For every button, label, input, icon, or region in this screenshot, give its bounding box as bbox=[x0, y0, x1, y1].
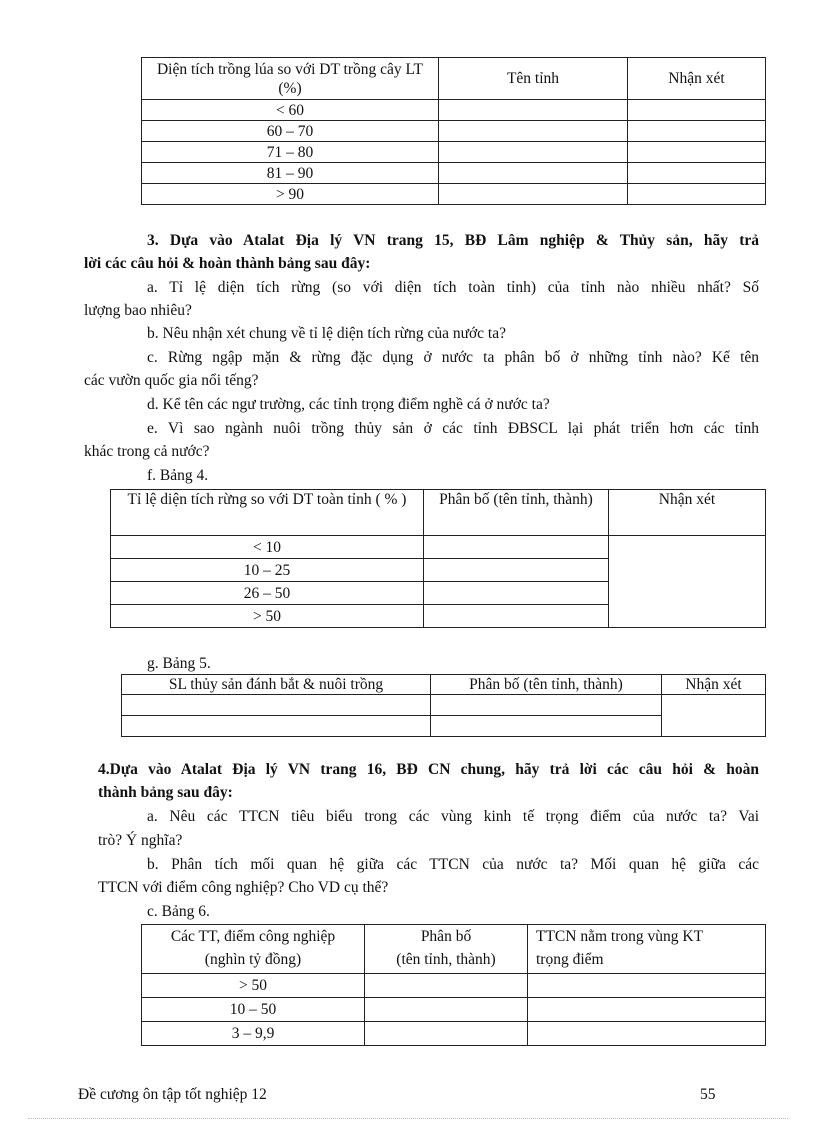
table1-header-comment: Nhận xét bbox=[628, 58, 766, 100]
table1-header-province: Tên tỉnh bbox=[439, 58, 628, 100]
table6-header-centers: Các TT, điểm công nghiệp (nghìn tỷ đồng) bbox=[142, 925, 365, 974]
table-row bbox=[142, 184, 766, 205]
table1-range: < 60 bbox=[142, 100, 439, 121]
q3-item-e-cont: khác trong cả nước? bbox=[84, 443, 210, 460]
q4-item-a-cont: trò? Ý nghĩa? bbox=[98, 832, 183, 849]
q4-item-b-cont: TTCN với điểm công nghiệp? Cho VD cụ thể? bbox=[98, 879, 389, 896]
table6-range: > 50 bbox=[142, 974, 365, 998]
table5-header-quantity: SL thủy sản đánh bắt & nuôi trồng bbox=[122, 675, 431, 695]
table5-comment-cell bbox=[662, 695, 766, 737]
q3-item-a-cont: lượng bao nhiêu? bbox=[84, 302, 192, 319]
footer-divider bbox=[28, 1118, 788, 1119]
table5-header-distribution: Phân bố (tên tỉnh, thành) bbox=[431, 675, 662, 695]
table-row bbox=[142, 163, 766, 184]
table6-header-distribution: Phân bố (tên tỉnh, thành) bbox=[365, 925, 528, 974]
footer-title: Đề cương ôn tập tốt nghiệp 12 bbox=[78, 1086, 267, 1103]
q3-item-g: g. Bảng 5. bbox=[147, 655, 211, 672]
q3-item-d: d. Kể tên các ngư trường, các tỉnh trọng điểm nghề cá ở nước ta? bbox=[147, 396, 550, 413]
table6-range: 10 – 50 bbox=[142, 998, 365, 1022]
q4-item-b: b. Phân tích mối quan hệ giữa các TTCN của nước ta? Mối quan hệ giữa các bbox=[147, 856, 759, 873]
table6-range: 3 – 9,9 bbox=[142, 1022, 365, 1046]
table4-header-distribution: Phân bố (tên tỉnh, thành) bbox=[424, 490, 609, 536]
table4-range: 10 – 25 bbox=[111, 559, 424, 582]
table4-comment-cell bbox=[609, 536, 766, 628]
q3-item-e: e. Vì sao ngành nuôi trồng thủy sản ở các tỉnh ĐBSCL lại phát triển hơn các tỉnh bbox=[147, 420, 759, 437]
table1-range: 71 – 80 bbox=[142, 142, 439, 163]
q4-item-c: c. Bảng 6. bbox=[147, 903, 210, 920]
q3-item-c-cont: các vườn quốc gia nổi tếng? bbox=[84, 372, 259, 389]
q3-item-a: a. Tỉ lệ diện tích rừng (so với diện tích toàn tỉnh) của tỉnh nào nhiều nhất? Số bbox=[147, 279, 759, 296]
table-row bbox=[142, 1022, 766, 1046]
table1-range: 60 – 70 bbox=[142, 121, 439, 142]
table-row bbox=[122, 695, 766, 716]
q3-heading-cont: lời các câu hỏi & hoàn thành bảng sau đây: bbox=[84, 255, 371, 272]
table-6 bbox=[141, 924, 766, 1046]
table-row bbox=[142, 142, 766, 163]
q3-item-f: f. Bảng 4. bbox=[147, 467, 209, 484]
q4-item-a: a. Nêu các TTCN tiêu biểu trong các vùng kinh tế trọng điểm của nước ta? Vai bbox=[147, 808, 759, 825]
q3-item-c: c. Rừng ngập mặn & rừng đặc dụng ở nước ta phân bố ở những tỉnh nào? Kể tên bbox=[147, 349, 759, 366]
table-row bbox=[142, 100, 766, 121]
table1-header-area: Diện tích trồng lúa so với DT trồng cây LT (%) bbox=[142, 58, 439, 100]
table-4 bbox=[110, 489, 766, 628]
table-row bbox=[142, 998, 766, 1022]
table-row bbox=[111, 536, 766, 559]
table4-range: > 50 bbox=[111, 605, 424, 628]
table-1 bbox=[141, 57, 766, 205]
table1-range: 81 – 90 bbox=[142, 163, 439, 184]
table-5 bbox=[121, 674, 766, 737]
table6-header-region: TTCN nằm trong vùng KT trọng điểm bbox=[528, 925, 766, 974]
table-row bbox=[142, 121, 766, 142]
table4-range: 26 – 50 bbox=[111, 582, 424, 605]
table-row bbox=[142, 974, 766, 998]
table4-header-ratio: Tỉ lệ diện tích rừng so với DT toàn tỉnh ( % ) bbox=[111, 490, 424, 536]
table4-range: < 10 bbox=[111, 536, 424, 559]
q3-heading: 3. Dựa vào Atalat Địa lý VN trang 15, BĐ Lâm nghiệp & Thủy sản, hãy trả bbox=[147, 232, 759, 249]
q4-heading: 4.Dựa vào Atalat Địa lý VN trang 16, BĐ CN chung, hãy trả lời các câu hỏi & hoàn bbox=[98, 761, 759, 778]
page-number: 55 bbox=[700, 1086, 716, 1103]
table4-header-comment: Nhận xét bbox=[609, 490, 766, 536]
table1-range: > 90 bbox=[142, 184, 439, 205]
q3-item-b: b. Nêu nhận xét chung về tỉ lệ diện tích rừng của nước ta? bbox=[147, 325, 506, 342]
q4-heading-cont: thành bảng sau đây: bbox=[98, 784, 233, 801]
table5-header-comment: Nhận xét bbox=[662, 675, 766, 695]
